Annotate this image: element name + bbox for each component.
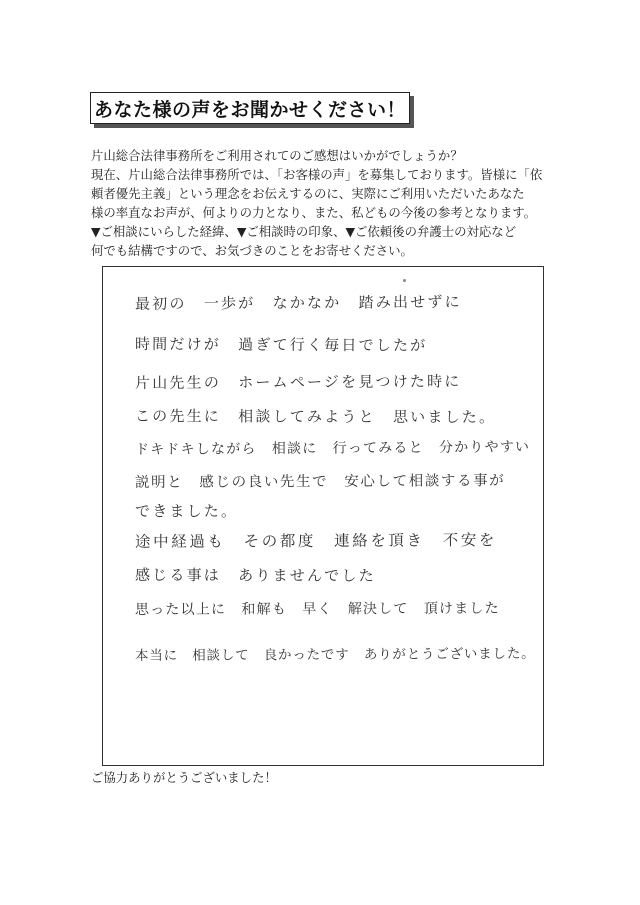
intro-line: 頼者優先主義」という理念をお伝えするのに、実際にご利用いただいたあなた [91, 186, 525, 201]
page-title: あなた様の声をお聞かせください！ [93, 98, 406, 121]
handwritten-line: 片山先生の ホームページを見つけた時に [134, 372, 462, 392]
intro-text [91, 146, 561, 260]
handwritten-line: できました。 [135, 502, 239, 520]
handwritten-line: 説明と 感じの良い先生で 安心して相談する事が [134, 473, 506, 491]
handwritten-line: 最初の 一歩が なかなか 踏み出せずに [134, 292, 462, 313]
intro-line: ▼ご相談にいらした経緯、▼ご相談時の印象、▼ご依頼後の弁護士の対応など [91, 224, 517, 239]
closing-thanks: ご協力ありがとうございました！ [91, 770, 277, 785]
handwritten-line: 時間だけが 過ぎて行く毎日でしたが [134, 335, 428, 355]
intro-line: 様の率直なお声が、何よりの力となり、また、私どもの今後の参考となります。 [91, 205, 537, 220]
answer-box [102, 266, 544, 766]
handwritten-line: 感じる事は ありませんでした [134, 566, 376, 585]
pen-mark [403, 279, 406, 282]
handwritten-line: 途中経過も その都度 連絡を頂き 不安を [134, 531, 498, 551]
handwritten-line: 本当に 相談して 良かったです ありがとうございました。 [134, 645, 536, 664]
handwritten-line: ドキドキしながら 相談に 行ってみると 分かりやすい [134, 439, 531, 458]
intro-line: 現在、片山総合法律事務所では、「お客様の声」を募集しております。皆様に「依 [91, 167, 543, 182]
intro-line: 片山総合法律事務所をご利用されてのご感想はいかがでしょうか？ [91, 148, 463, 163]
handwritten-line: この先生に 相談してみようと 思いました。 [134, 407, 497, 427]
title-box [90, 92, 410, 124]
intro-line: 何でも結構ですので、お気づきのことをお寄せください。 [91, 243, 413, 258]
handwritten-line: 思った以上に 和解も 早く 解決して 頂けました [134, 600, 500, 618]
